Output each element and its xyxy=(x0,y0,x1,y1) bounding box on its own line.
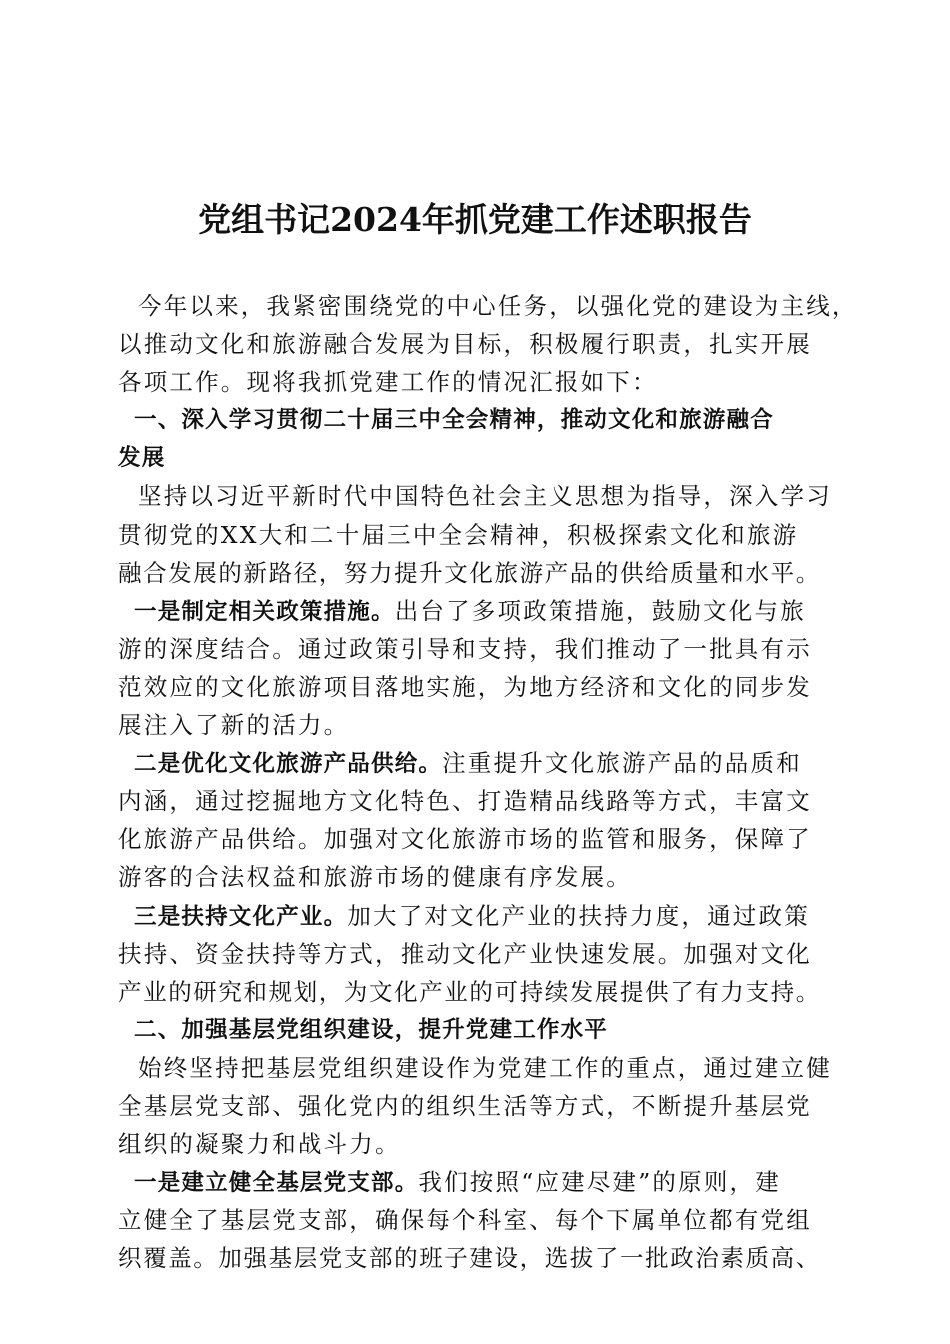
bold-lead-text: 一是建立健全基层党支部。 xyxy=(134,1170,419,1197)
line-text: 扶持、资金扶持等方式，推动文化产业快速发展。加强对文化 xyxy=(118,939,812,968)
line-text: 坚持以习近平新时代中国特色社会主义思想为指导，深入学习 xyxy=(138,482,832,511)
line-text: 各项工作。现将我抓党建工作的情况汇报如下： xyxy=(118,368,658,397)
line-text: 贯彻党的XX大和二十届三中全会精神，积极探索文化和旅游 xyxy=(118,520,799,549)
line-text: 出台了多项政策措施，鼓励文化与旅 xyxy=(394,596,806,625)
paragraph-line xyxy=(118,1201,834,1239)
bold-lead-text: 一是制定相关政策措施。 xyxy=(134,598,395,625)
section-heading-line xyxy=(118,439,834,477)
paragraph-line xyxy=(118,325,834,363)
line-text: 全基层党支部、强化党内的组织生活等方式，不断提升基层党 xyxy=(118,1091,812,1120)
line-text: 游客的合法权益和旅游市场的健康有序发展。 xyxy=(118,863,632,892)
paragraph-line xyxy=(118,1125,834,1163)
line-text: 组织的凝聚力和战斗力。 xyxy=(118,1130,401,1159)
paragraph-line xyxy=(118,820,834,858)
paragraph-line xyxy=(118,554,834,592)
paragraph-line xyxy=(118,516,834,554)
paragraph-line xyxy=(118,1087,834,1125)
line-text: 游的深度结合。通过政策引导和支持，我们推动了一批具有示 xyxy=(118,634,812,663)
paragraph-line xyxy=(118,935,834,973)
line-text: 注重提升文化旅游产品的品质和 xyxy=(442,749,802,778)
heading-text: 发展 xyxy=(118,445,166,472)
paragraph-line xyxy=(118,744,834,782)
line-text: 展注入了新的活力。 xyxy=(118,711,350,740)
heading-text: 二、加强基层党组织建设，提升党建工作水平 xyxy=(134,1016,609,1043)
heading-text: 一、深入学习贯彻二十届三中全会精神，推动文化和旅游融合 xyxy=(134,407,774,434)
line-text: 今年以来，我紧密围绕党的中心任务，以强化党的建设为主线， xyxy=(138,292,858,320)
paragraph-line xyxy=(118,1049,834,1087)
paragraph-line xyxy=(118,1163,834,1201)
line-text: 内涵，通过挖掘地方文化特色、打造精品线路等方式，丰富文 xyxy=(118,787,812,816)
paragraph-line xyxy=(118,858,834,896)
paragraph-line xyxy=(118,782,834,820)
document-body xyxy=(118,287,858,1277)
paragraph-line xyxy=(118,630,834,668)
paragraph-line xyxy=(118,706,834,744)
paragraph-line xyxy=(118,477,834,515)
line-text: 始终坚持把基层党组织建设作为党建工作的重点，通过建立健 xyxy=(138,1053,832,1082)
paragraph-line xyxy=(118,897,834,935)
paragraph-line xyxy=(118,973,834,1011)
paragraph-line xyxy=(118,363,834,401)
bold-lead-text: 三是扶持文化产业。 xyxy=(134,903,348,930)
line-text: 加大了对文化产业的扶持力度，通过政策 xyxy=(347,901,810,930)
line-text: 织覆盖。加强基层党支部的班子建设，选拔了一批政治素质高、 xyxy=(118,1244,821,1273)
line-text: 范效应的文化旅游项目落地实施，为地方经济和文化的同步发 xyxy=(118,672,812,701)
line-text: 我们按照“应建尽建”的原则，建 xyxy=(418,1168,781,1197)
paragraph-line xyxy=(118,1239,834,1277)
section-heading-line xyxy=(118,401,834,439)
section-heading-line xyxy=(118,1011,834,1049)
document-title: 党组书记2024年抓党建工作述职报告 xyxy=(198,200,752,239)
line-text: 产业的研究和规划，为文化产业的可持续发展提供了有力支持。 xyxy=(118,977,821,1006)
line-text: 化旅游产品供给。加强对文化旅游市场的监管和服务，保障了 xyxy=(118,825,812,854)
paragraph-line xyxy=(118,668,834,706)
paragraph-line xyxy=(118,287,858,325)
line-text: 以推动文化和旅游融合发展为目标，积极履行职责，扎实开展 xyxy=(118,330,812,359)
paragraph-line xyxy=(118,592,834,630)
bold-lead-text: 二是优化文化旅游产品供给。 xyxy=(134,751,443,778)
line-text: 融合发展的新路径，努力提升文化旅游产品的供给质量和水平。 xyxy=(118,558,821,587)
line-text: 立健全了基层党支部，确保每个科室、每个下属单位都有党组 xyxy=(118,1206,812,1235)
